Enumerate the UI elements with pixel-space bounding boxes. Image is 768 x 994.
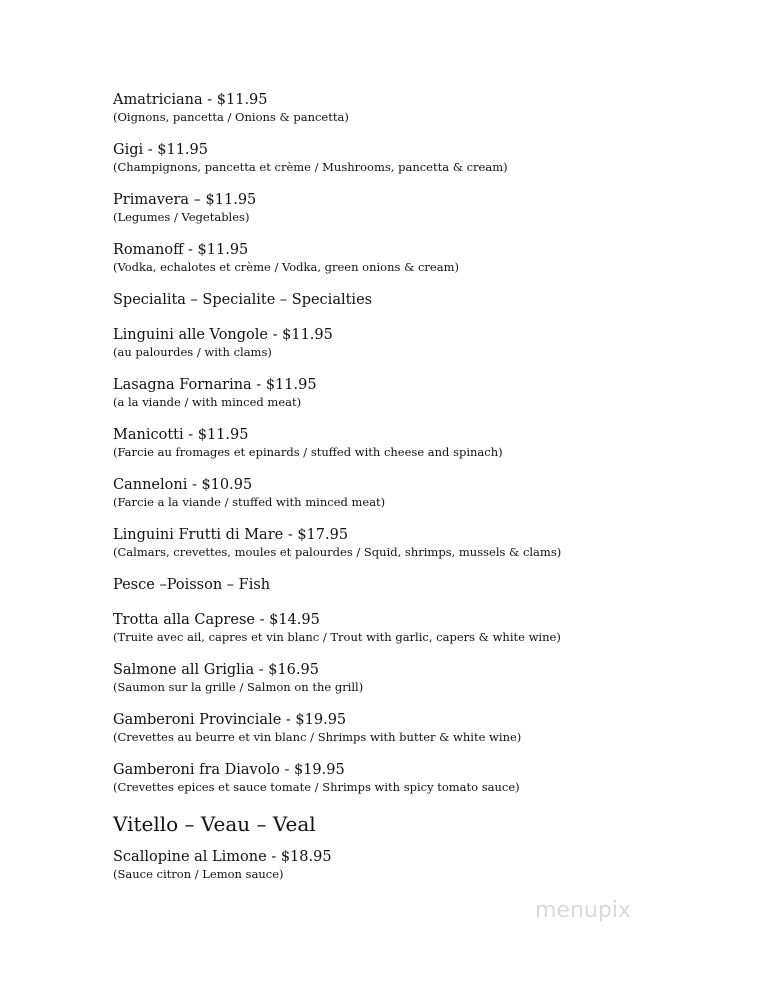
menu-item-lasagna-fornarina [113, 376, 733, 426]
menu-item-primavera [113, 191, 733, 241]
menu-item-description: (Calmars, crevettes, moules et palourdes / Squid, shrimps, mussels & clams) [113, 545, 562, 559]
section-heading-fish: Pesce –Poisson – Fish [113, 577, 271, 593]
menu-item-description: (au palourdes / with clams) [113, 345, 272, 359]
menu-item-linguini-vongole [113, 326, 733, 376]
menu-item-description: (Truite avec ail, capres et vin blanc / Trout with garlic, capers & white wine) [113, 630, 561, 644]
section-heading-veal: Vitello – Veau – Veal [113, 812, 316, 836]
menu-page [113, 91, 733, 898]
menu-item-gamberoni-provinciale [113, 711, 733, 761]
menu-item-scallopine-limone [113, 848, 733, 898]
menu-item-name: Gigi - $11.95 [113, 142, 208, 158]
menu-item-description: (Sauce citron / Lemon sauce) [113, 867, 284, 881]
menu-item-gigi [113, 141, 733, 191]
menu-item-description: (Saumon sur la grille / Salmon on the grill) [113, 680, 364, 694]
menu-item-name: Linguini alle Vongole - $11.95 [113, 327, 333, 343]
menu-item-canneloni [113, 476, 733, 526]
menu-item-description: (Crevettes epices et sauce tomate / Shrimps with spicy tomato sauce) [113, 780, 520, 794]
menu-item-name: Primavera – $11.95 [113, 192, 257, 208]
menu-item-description: (Champignons, pancetta et crème / Mushrooms, pancetta & cream) [113, 160, 508, 174]
section-heading-specialties: Specialita – Specialite – Specialties [113, 292, 373, 308]
menu-item-description: (Farcie au fromages et epinards / stuffed with cheese and spinach) [113, 445, 503, 459]
menu-item-salmone-griglia [113, 661, 733, 711]
menu-item-name: Romanoff - $11.95 [113, 242, 249, 258]
menupix-watermark: menupix [535, 898, 631, 923]
menu-item-name: Canneloni - $10.95 [113, 477, 253, 493]
menu-item-name: Amatriciana - $11.95 [113, 92, 268, 108]
menu-item-name: Gamberoni fra Diavolo - $19.95 [113, 762, 345, 778]
menu-item-name: Trotta alla Caprese - $14.95 [113, 612, 320, 628]
menu-item-description: (Vodka, echalotes et crème / Vodka, green onions & cream) [113, 260, 459, 274]
menu-item-gamberoni-diavolo [113, 761, 733, 811]
menu-item-description: (Crevettes au beurre et vin blanc / Shrimps with butter & white wine) [113, 730, 522, 744]
menu-item-name: Gamberoni Provinciale - $19.95 [113, 712, 347, 728]
menu-item-name: Manicotti - $11.95 [113, 427, 249, 443]
menu-item-name: Linguini Frutti di Mare - $17.95 [113, 527, 349, 543]
menu-item-description: (Farcie a la viande / stuffed with minced meat) [113, 495, 386, 509]
menu-item-manicotti [113, 426, 733, 476]
menu-item-description: (a la viande / with minced meat) [113, 395, 302, 409]
menu-item-linguini-frutti-di-mare [113, 526, 733, 576]
menu-item-name: Lasagna Fornarina - $11.95 [113, 377, 317, 393]
menu-item-amatriciana [113, 91, 733, 141]
menu-item-romanoff [113, 241, 733, 291]
menu-item-trotta-caprese [113, 611, 733, 661]
menu-item-name: Scallopine al Limone - $18.95 [113, 849, 332, 865]
menu-item-description: (Oignons, pancetta / Onions & pancetta) [113, 110, 349, 124]
menu-item-description: (Legumes / Vegetables) [113, 210, 250, 224]
menu-item-name: Salmone all Griglia - $16.95 [113, 662, 319, 678]
